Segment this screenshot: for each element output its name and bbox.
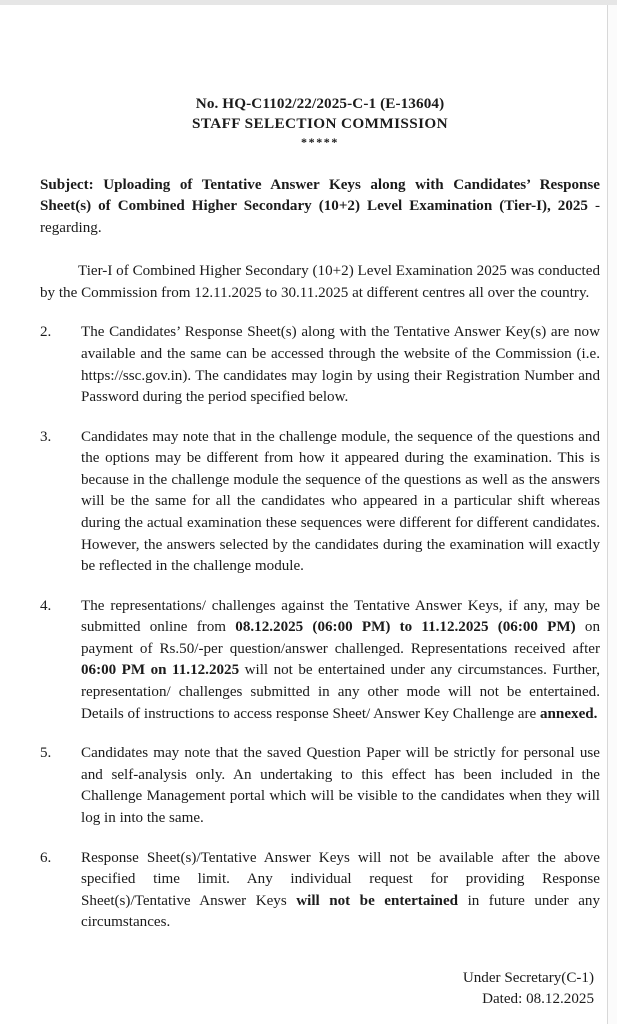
paragraph-intro (40, 261, 600, 304)
paragraph-5-text: Candidates may note that the saved Question Paper will be strictly for personal use and self-analysis only. An undertaking to this effect has been included in the Challenge Management portal which will be visible to the candidates when they will log in into the same. (81, 745, 600, 826)
document-header (40, 94, 600, 151)
paragraph-2-text: The Candidates’ Response Sheet(s) along with the Tentative Answer Key(s) are now available and the same can be accessed through the website of the Commission (i.e. https://ssc.gov.in). The candidates may login by using their Registration Number and Password during the period specified below. (81, 324, 600, 406)
subject-line (40, 175, 600, 239)
paragraph-3-text: Candidates may note that in the challenge module, the sequence of the questions and the options may be different from how it appeared during the examination. This is because in the challenge module the sequence of the questions as well as the answers will be the same for all the candidates who appeared in a particular shift whereas during the actual examination these sequences were different for different candidates. However, the answers selected by the candidates during the examination will exactly be reflected in the challenge module. (81, 428, 600, 575)
paragraph-2-number: 2. (40, 324, 52, 341)
signatory-designation: Under Secretary(C-1) (462, 969, 594, 986)
scan-right-gutter-artifact (608, 5, 617, 1024)
paragraph-3-number: 3. (40, 428, 52, 445)
file-number: No. HQ-C1102/22/2025-C-1 (E-13604) (195, 95, 445, 112)
subject-trailing-text: - regarding. (40, 198, 600, 236)
signature-date: Dated: 08.12.2025 (482, 991, 594, 1008)
asterisk-separator: ***** (301, 135, 339, 150)
scan-right-edge-rule (607, 5, 608, 1024)
paragraph-3 (40, 427, 600, 578)
paragraph-intro-text: Tier-I of Combined Higher Secondary (10+2) Level Examination 2025 was conducted by the Commission from 12.11.2025 to 30.11.2025 at different centres all over the country. (40, 263, 600, 301)
organization-name: STAFF SELECTION COMMISSION (192, 115, 448, 133)
paragraph-4-number: 4. (40, 597, 52, 614)
paragraph-5 (40, 743, 600, 829)
paragraph-6-text: Response Sheet(s)/Tentative Answer Keys will not be available after the above specified time limit. Any individual request for providing Response Sheet(s)/Tentative Answer Keys will not be entertained in future under any circumstances. (81, 849, 601, 931)
paragraph-5-number: 5. (40, 745, 52, 762)
paragraph-2 (40, 322, 600, 408)
signature-block (40, 968, 600, 1011)
paragraph-4 (40, 596, 600, 725)
paragraph-6-number: 6. (40, 849, 52, 866)
paragraph-4-text: The representations/ challenges against the Tentative Answer Keys, if any, may be submitted online from 08.12.2025 (06:00 PM) to 11.12.2025 (06:00 PM) on payment of Rs.50/-per question/answer challenged. Representations received after 06:00 PM on 11.12.2025 will not be entertained under any circumstances. Further, representation/ challenges submitted in any other mode will not be entertained. Details of instructions to access response Sheet/ Answer Key Challenge are annexed. (81, 597, 601, 722)
subject-bold-text: Subject: Uploading of Tentative Answer Keys along with Candidates’ Response Sheet(s) of Combined Higher Secondary (10+2) Level Examination (Tier-I), 2025 (40, 176, 600, 215)
paragraph-6 (40, 848, 600, 934)
